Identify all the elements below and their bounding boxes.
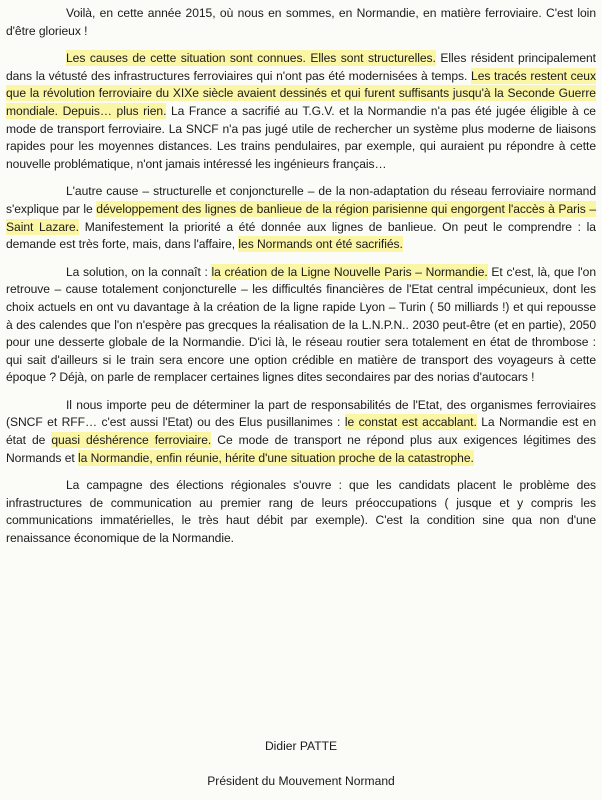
body-text: Et c'est, là, que l'on retrouve – cause totalement conjoncturelle – les difficultés financières de l'Etat central impécunieux, dont les choix actuels en ont vu davantage à la création de la ligne rapide Lyon – Turin ( 50 milliards !) et qui repousse à des calendes que l'on n'espère pas grecques la réalisation de la L.N.P.N.. 2030 peut-être (et en partie), 2050 pour une desserte globale de la Normandie. D'ici là, le réseau routier sera totalement en état de thrombose : qui sait d'ailleurs si le train sera encore une option crédible en matière de transport des voyageurs à cette époque ? Déjà, on parle de remplacer certaines lignes dites secondaires par des norias d'autocars ! <box>6 264 596 385</box>
body-text: Il nous importe peu de déterminer la part de responsabilités de l'Etat, des organismes ferroviaires (SNCF et RFF… c'est aussi l'Etat) ou des Elus pusillanimes : <box>6 397 596 430</box>
body-text: Ce mode de transport ne répond plus aux exigences légitimes des Normands et <box>6 433 597 465</box>
body-text: Elles résident principalement dans la vétusté des infrastructures ferroviaires qui n'ont pas été modernisées à temps. <box>6 51 596 83</box>
highlighted-text: le constat est accablant. <box>344 415 477 430</box>
paragraph-solution <box>6 264 596 387</box>
highlighted-text: quasi déshérence ferroviaire. <box>51 433 212 448</box>
body-text: La Normandie est en état de <box>6 415 597 448</box>
body-text: La France a sacrifié au T.G.V. et la Normandie n'a pas été jugée éligible à ce mode de transport ferroviaire. La SNCF n'a pas jugé utile de rechercher un système plus moderne de liaisons rapides pour les moyennes distances. Les trains pendulaires, par exemple, qui auraient pu répondre à cette nouvelle problématique, n'ont jamais intéressé les ingénieurs français… <box>6 103 596 171</box>
body-text: La solution, on la connaît : <box>66 264 212 279</box>
body-text: L'autre cause – structurelle et conjoncturelle – de la non-adaptation du réseau ferroviaire normand s'explique par le <box>6 184 596 216</box>
paragraph-other-cause <box>6 183 596 253</box>
signature-name: Didier PATTE <box>264 739 338 753</box>
paragraph-intro <box>6 5 596 40</box>
body-text: La campagne des élections régionales s'ouvre : que les candidats placent le problème des infrastructures de communication au premier rang de leurs préoccupations ( jusque et y compris les communications immatérielles, le très haut débit par exemple). C'est la condition sine qua non d'une renaissance économique de la Normandie. <box>6 478 596 546</box>
paragraph-elections <box>6 477 596 547</box>
highlighted-text: les Normands ont été sacrifiés. <box>238 237 403 252</box>
highlighted-text: la création de la Ligne Nouvelle Paris – Normandie. <box>211 264 488 279</box>
paragraph-causes <box>6 50 596 173</box>
highlighted-text: Les tracés restent ceux que la révolution ferroviaire du XIXe siècle avaient dessinés et qui furent suffisants jusqu'à la Seconde Guerre mondiale. Depuis… plus rien. <box>6 68 596 118</box>
highlighted-text: développement des lignes de banlieue de la région parisienne qui engorgent l'accès à Paris – Saint Lazare. <box>6 201 596 234</box>
signature-title: Président du Mouvement Normand <box>207 774 395 788</box>
body-text: Manifestement la priorité a été donnée aux lignes de banlieue. On peut le comprendre : la demande est très forte, mais, dans l'affaire, <box>6 219 596 252</box>
letter-body <box>6 5 596 548</box>
paragraph-responsibility <box>6 397 596 467</box>
body-text: Voilà, en cette année 2015, où nous en sommes, en Normandie, en matière ferroviaire. C'est loin d'être glorieux ! <box>6 6 596 38</box>
highlighted-text: la Normandie, enfin réunie, hérite d'une situation proche de la catastrophe. <box>78 450 474 465</box>
highlighted-text: Les causes de cette situation sont connues. Elles sont structurelles. <box>66 51 436 66</box>
